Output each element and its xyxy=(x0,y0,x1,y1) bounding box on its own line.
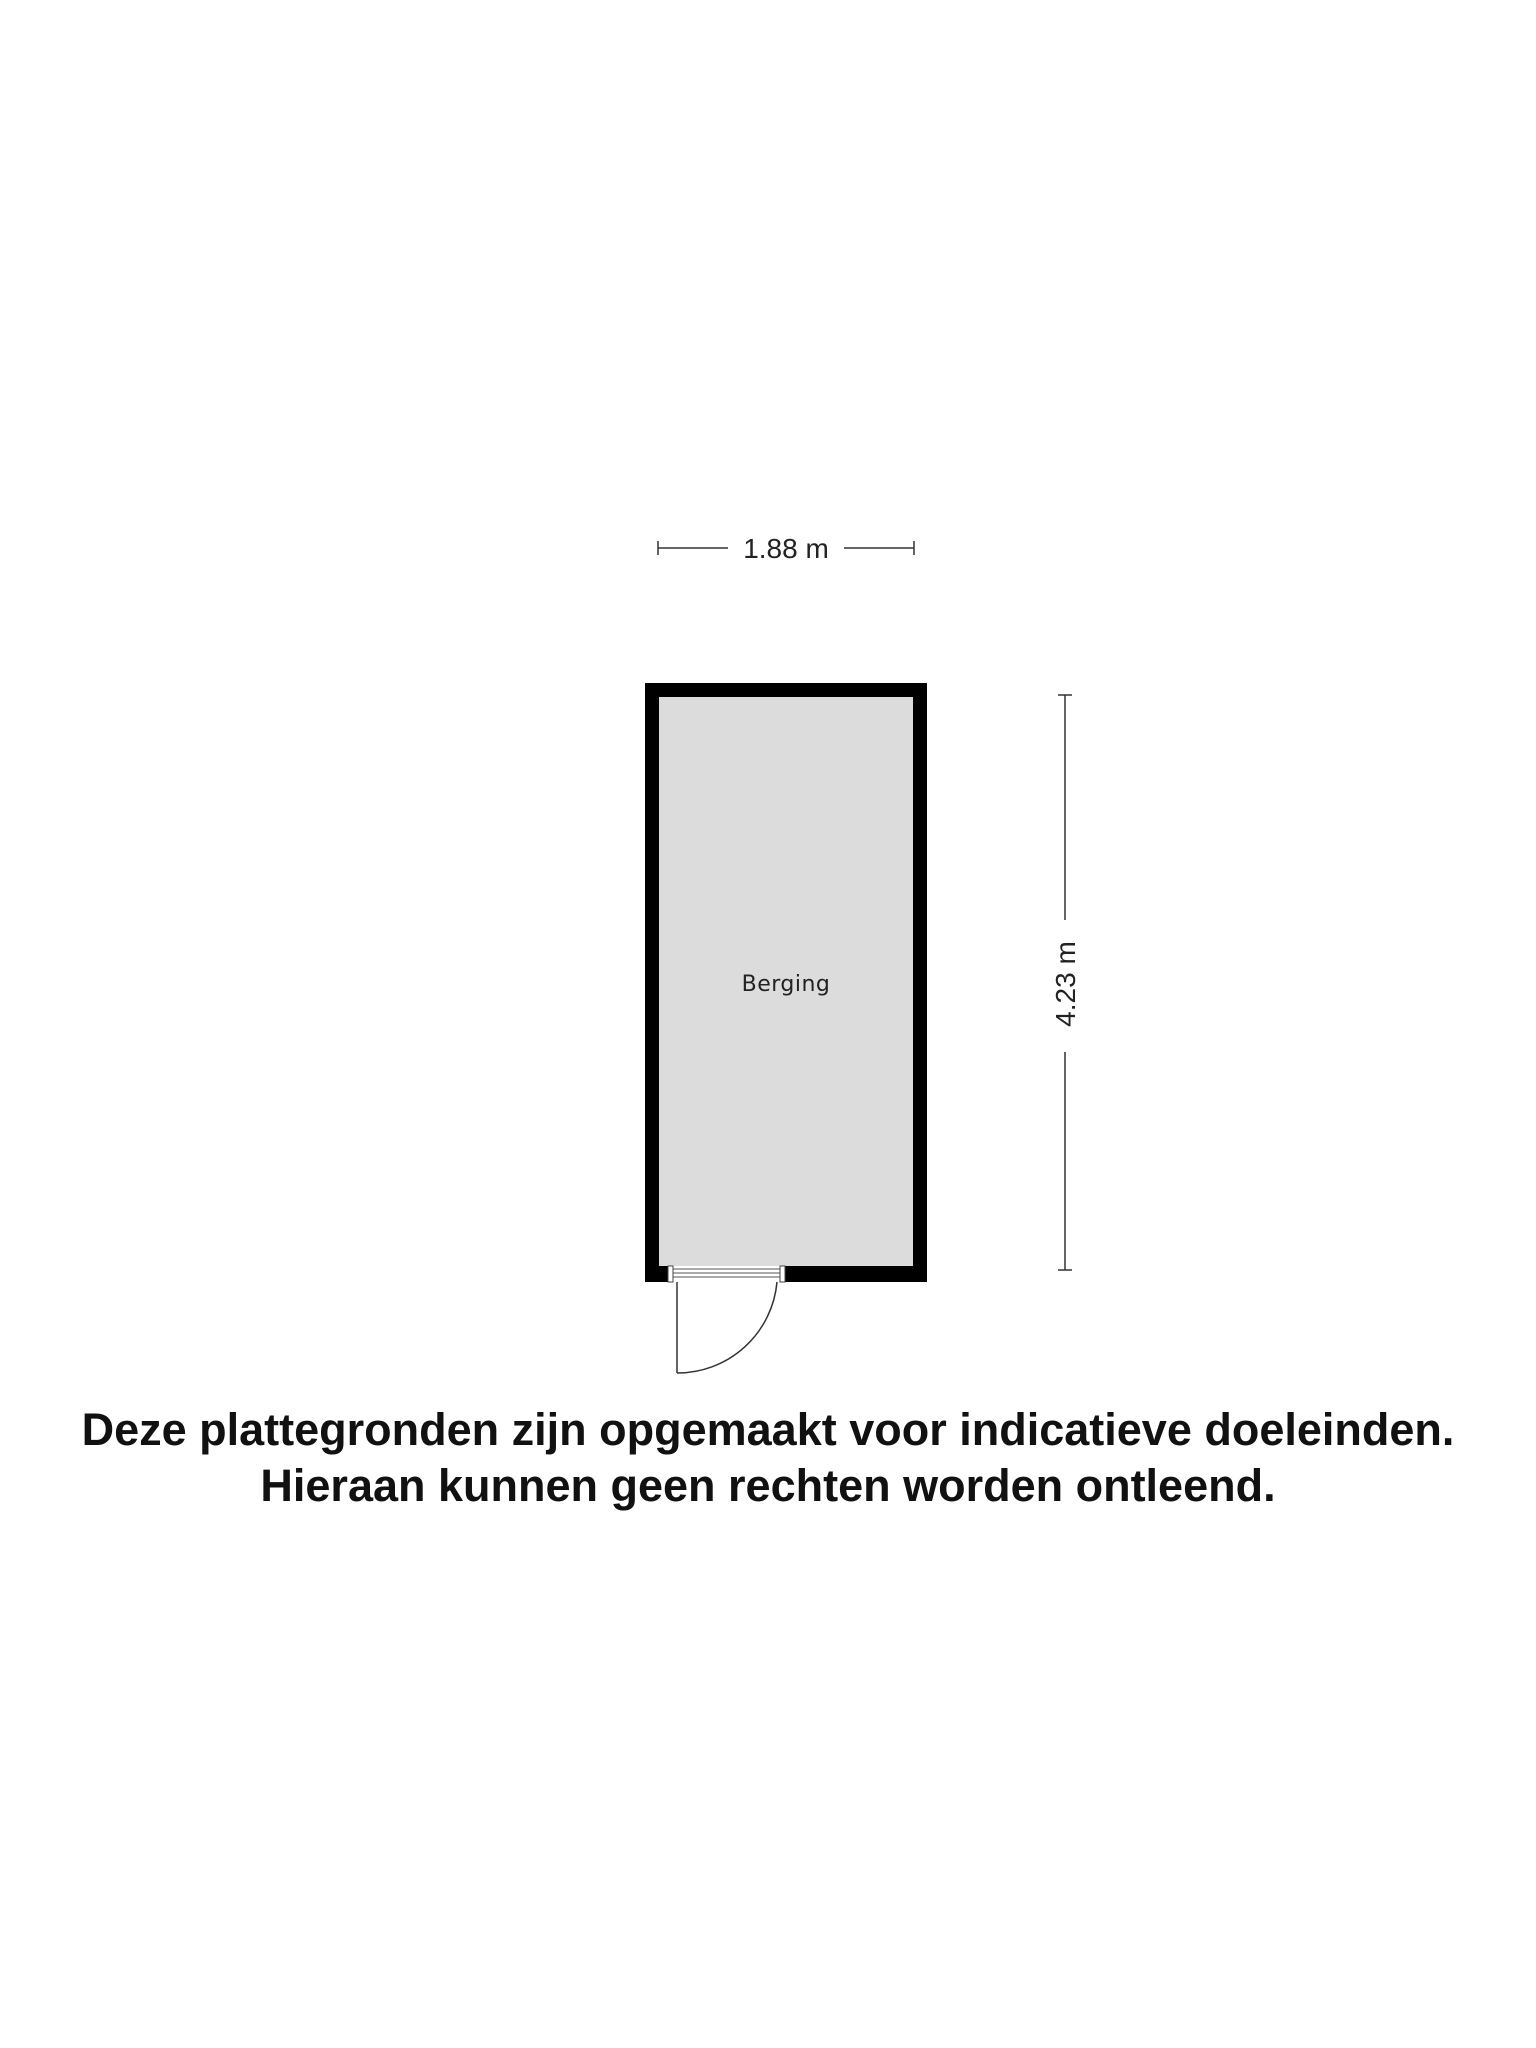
disclaimer-line-1: Deze plattegronden zijn opgemaakt voor indicatieve doeleinden. xyxy=(81,1404,1455,1455)
room-berging xyxy=(645,683,927,1282)
height-dimension xyxy=(1050,695,1081,1270)
door-opening xyxy=(671,1266,782,1282)
room-label: Berging xyxy=(741,972,831,997)
height-dimension-label: 4.23 m xyxy=(1050,941,1081,1027)
disclaimer-line-2: Hieraan kunnen geen rechten worden ontleend. xyxy=(260,1460,1276,1511)
door xyxy=(668,1266,785,1373)
width-dimension-label: 1.88 m xyxy=(743,533,829,564)
width-dimension xyxy=(658,533,914,564)
door-swing-arc xyxy=(677,1282,777,1373)
door-jamb-left xyxy=(668,1266,673,1282)
door-jamb-right xyxy=(780,1266,785,1282)
